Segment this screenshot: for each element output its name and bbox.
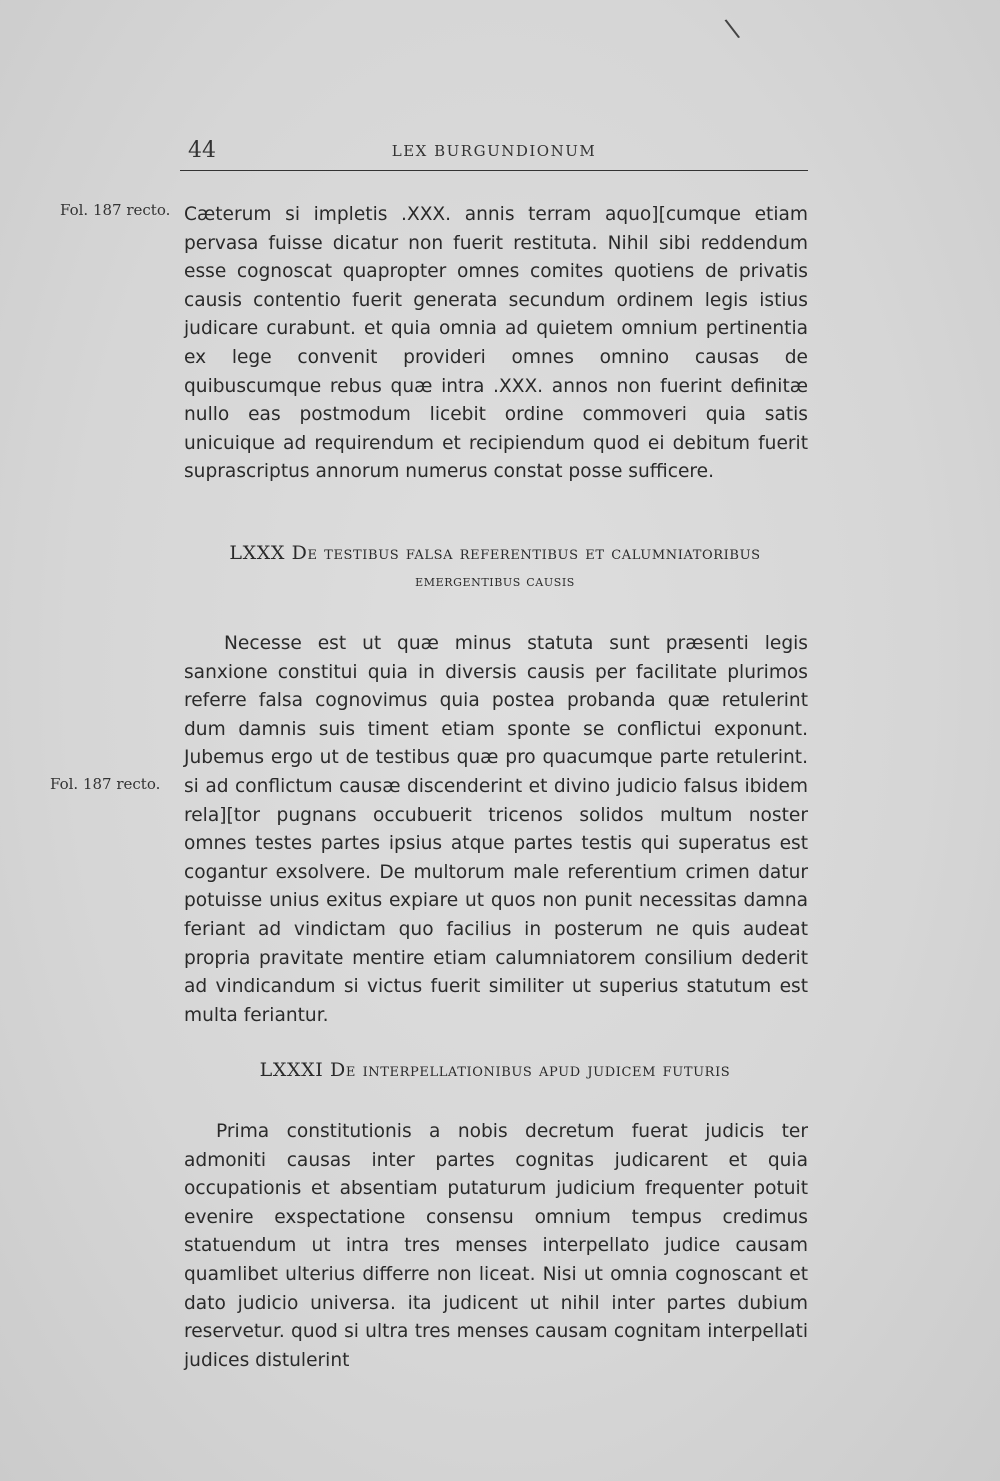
page-number: 44	[188, 138, 216, 163]
chapter-heading-lxxx	[180, 538, 810, 594]
chapter-heading-line: LXXX De testibus falsa referentibus et calumniatoribus	[229, 542, 761, 564]
page-header	[180, 138, 808, 172]
stray-ink-mark: \	[723, 13, 742, 45]
body-paragraph	[184, 630, 808, 1030]
chapter-heading-lxxxi	[180, 1055, 810, 1085]
margin-note-folio: Fol. 187 recto.	[60, 201, 171, 219]
paragraph-text: Necesse est ut quæ minus statuta sunt præsenti legis sanxione constitui quia in diversis causis per facilitate plurimos referre falsa cognovimus quia postea probanda quæ retulerint dum damnis suis timent etiam sponte se conflictui exponunt. Jubemus ergo ut de testibus quæ pro quacumque parte retulerint. si ad conflictum causæ discenderint et divino judicio falsus ibidem rela][tor pugnans occubuerit tricenos solidos multum noster omnes testes partes ipsius atque partes testis qui superatus est cogantur exsolvere. De multorum male referentium crimen datur potuisse unius exitus expiare ut quos non punit necessitas damna feriant ad vindictam quo facilius in posterum ne quis audeat propria pravitate mentire etiam calumniatorem consilium dederit ad vindicandum si victus fuerit similiter ut superius statutum est multa feriantur.	[184, 633, 808, 1026]
chapter-heading-line: emergentibus causis	[415, 572, 575, 590]
running-head: LEX BURGUNDIONUM	[391, 142, 597, 160]
paragraph-text: Cæterum si impletis .XXX. annis terram aquo][cumque etiam pervasa fuisse dicatur non fuerit restituta. Nihil sibi reddendum esse cognoscat quapropter omnes comites quotiens de privatis causis contentio fuerit generata secundum ordinem legis istius judicare curabunt. et quia omnia ad quietem omnium pertinentia ex lege convenit provideri omnes omnino causas de quibuscumque rebus quæ intra .XXX. annos non fuerint definitæ nullo eas postmodum licebit ordine commoveri quia satis unicuique ad requirendum et recipiendum quod ei debitum fuerit suprascriptus annorum numerus constat posse sufficere.	[184, 204, 808, 483]
body-paragraph	[184, 201, 808, 487]
margin-note-folio: Fol. 187 recto.	[50, 775, 161, 793]
paragraph-text: Prima constitutionis a nobis decretum fuerat judicis ter admoniti causas inter partes cognitas judicarent et quia occupationis et absentiam putaturum judicium frequenter potuit evenire exspectatione consensu omnium tempus credimus statuendum ut intra tres menses interpellato judice causam quamlibet ulterius differre non liceat. Nisi ut omnia cognoscant et dato judicio universa. ita judicent ut nihil inter partes dubium reservetur. quod si ultra tres menses causam cognitam interpellati judices distulerint	[184, 1121, 808, 1371]
chapter-heading-line: LXXXI De interpellationibus apud judicem futuris	[259, 1059, 731, 1081]
header-rule	[180, 170, 808, 171]
body-paragraph	[184, 1118, 808, 1375]
